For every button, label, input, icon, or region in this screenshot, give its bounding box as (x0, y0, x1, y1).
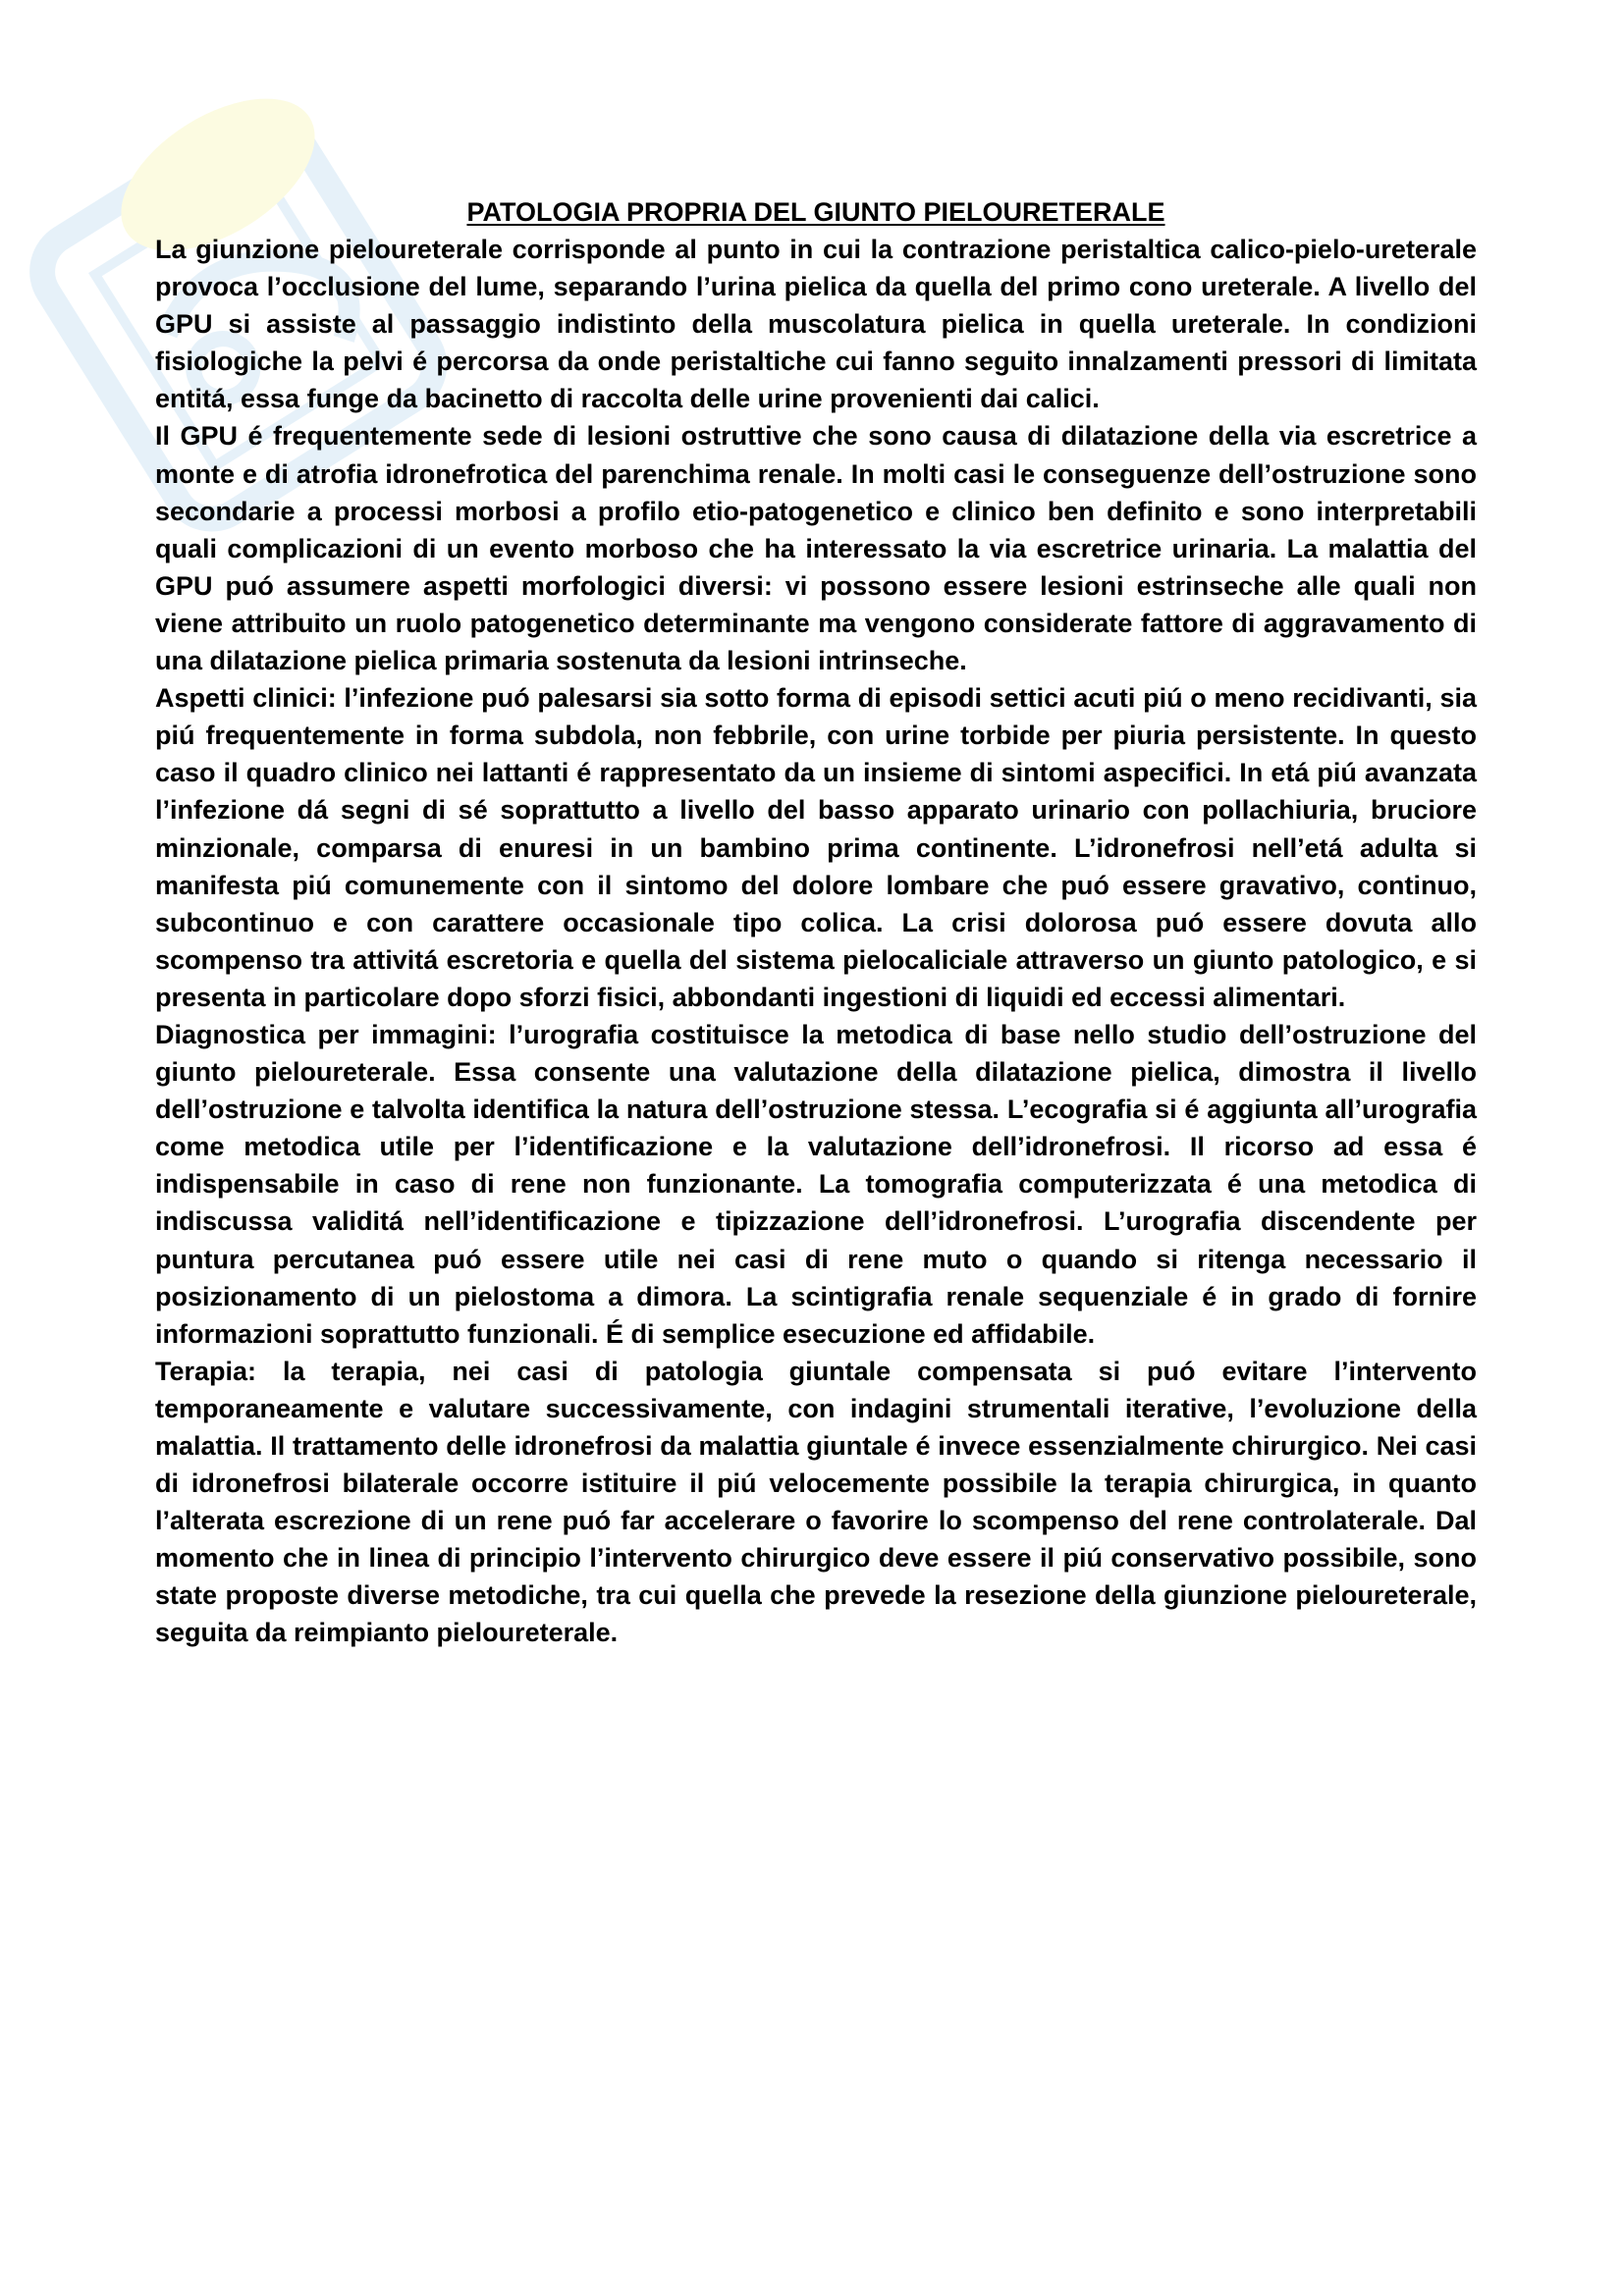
document-page (155, 193, 1477, 1652)
paragraph-introduction: La giunzione pieloureterale corrisponde al punto in cui la contrazione peristaltica calico-pielo-ureterale provoca l’occlusione del lume, separando l’urina pielica da quella del primo cono ureterale. A livello del GPU si assiste al passaggio indistinto della muscolatura pielica in quella ureterale. In condizioni fisiologiche la pelvi é percorsa da onde peristaltiche cui fanno seguito innalzamenti pressori di limitata entitá, essa funge da bacinetto di raccolta delle urine provenienti dai calici. (155, 235, 1477, 414)
paragraph-lesions: Il GPU é frequentemente sede di lesioni ostruttive che sono causa di dilatazione della via escretrice a monte e di atrofia idronefrotica del parenchima renale. In molti casi le conseguenze dell’ostruzione sono secondarie a processi morbosi a profilo etio-patogenetico e clinico ben definito e sono interpretabili quali complicazioni di un evento morboso che ha interessato la via escretrice urinaria. La malattia del GPU puó assumere aspetti morfologici diversi: vi possono essere lesioni estrinseche alle quali non viene attribuito un ruolo patogenetico determinante ma vengono considerate fattore di aggravamento di una dilatazione pielica primaria sostenuta da lesioni intrinseche. (155, 421, 1477, 676)
paragraph-therapy: Terapia: la terapia, nei casi di patologia giuntale compensata si puó evitare l’intervento temporaneamente e valutare successivamente, con indagini strumentali iterative, l’evoluzione della malattia. Il trattamento delle idronefrosi da malattia giuntale é invece essenzialmente chirurgico. Nei casi di idronefrosi bilaterale occorre istituire il piú velocemente possibile la terapia chirurgica, in quanto l’alterata escrezione di un rene puó far accelerare o favorire lo scompenso del rene controlaterale. Dal momento che in linea di principio l’intervento chirurgico deve essere il piú conservativo possibile, sono state proposte diverse metodiche, tra cui quella che prevede la resezione della giunzione pieloureterale, seguita da reimpianto pieloureterale. (155, 1356, 1477, 1648)
paragraph-diagnostic-imaging: Diagnostica per immagini: l’urografia costituisce la metodica di base nello studio dell’ostruzione del giunto pieloureterale. Essa consente una valutazione della dilatazione pielica, dimostra il livello dell’ostruzione e talvolta identifica la natura dell’ostruzione stessa. L’ecografia si é aggiunta all’urografia come metodica utile per l’identificazione e la valutazione dell’idronefrosi. Il ricorso ad essa é indispensabile in caso di rene non funzionante. La tomografia computerizzata é una metodica di indiscussa validitá nell’identificazione e tipizzazione dell’idronefrosi. L’urografia discendente per puntura percutanea puó essere utile nei casi di rene muto o quando si ritenga necessario il posizionamento di un pielostoma a dimora. La scintigrafia renale sequenziale é in grado di fornire informazioni soprattutto funzionali. É di semplice esecuzione ed affidabile. (155, 1019, 1477, 1349)
paragraph-clinical-aspects: Aspetti clinici: l’infezione puó palesarsi sia sotto forma di episodi settici acuti piú o meno recidivanti, sia piú frequentemente in forma subdola, non febbrile, con urine torbide per piuria persistente. In questo caso il quadro clinico nei lattanti é rappresentato da un insieme di sintomi aspecifici. In etá piú avanzata l’infezione dá segni di sé soprattutto a livello del basso apparato urinario con pollachiuria, bruciore minzionale, comparsa di enuresi in un bambino prima continente. L’idronefrosi nell’etá adulta si manifesta piú comunemente con il sintomo del dolore lombare che puó essere gravativo, continuo, subcontinuo e con carattere occasionale tipo colica. La crisi dolorosa puó essere dovuta allo scompenso tra attivitá escretoria e quella del sistema pielocaliciale attraverso un giunto patologico, e si presenta in particolare dopo sforzi fisici, abbondanti ingestioni di liquidi ed eccessi alimentari. (155, 683, 1477, 1012)
document-title: PATOLOGIA PROPRIA DEL GIUNTO PIELOURETERALE (466, 197, 1165, 227)
